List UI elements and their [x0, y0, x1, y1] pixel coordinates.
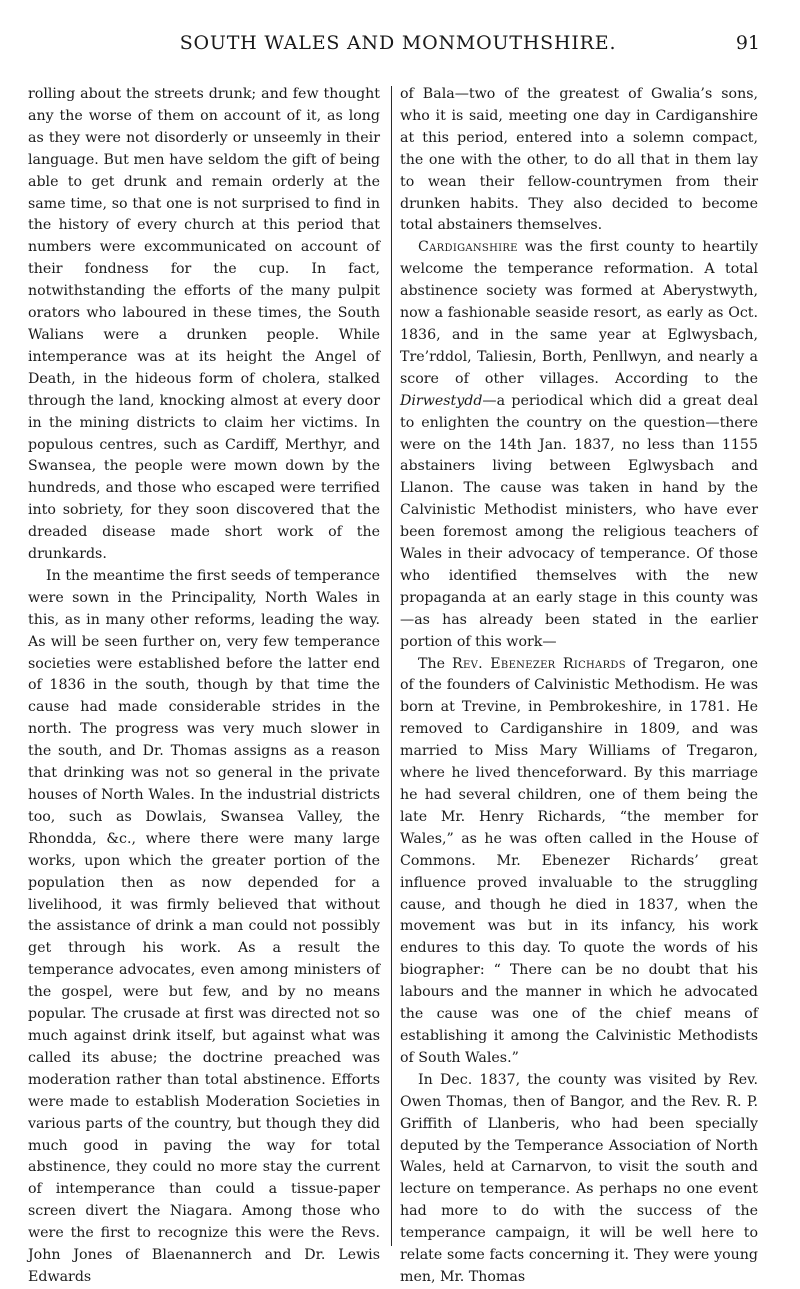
- right-paragraph-3-text-b: of Tregaron, one of the founders of Calvinistic Methodism. He was born at Trevine, in Pembrokeshire, in 1781. He removed to Cardiganshire in 1809, and was married to Miss Mary Williams of Tregaron, where he lived thenceforward. By this marriage he had several children, one of them being the late Mr. Henry Richards, “the member for Wales,” as he was often called in the House of Commons. Mr. Ebenezer Richards’ great influence proved invaluable to the struggling cause, and though he died in 1837, when the movement was but in its infancy, his work endures to this day. To quote the words of his biographer: “ There can be no doubt that his labours and the manner in which he advocated the cause was one of the chief means of establishing it among the Calvinistic Methodists of South Wales.”: [400, 655, 758, 1066]
- right-paragraph-3: [400, 654, 758, 1070]
- column-divider: [391, 86, 392, 1246]
- right-paragraph-3-text-a: The: [418, 655, 453, 672]
- right-column: [400, 84, 758, 1289]
- right-paragraph-4: In Dec. 1837, the county was visited by Rev. Owen Thomas, then of Bangor, and the Rev. R. P. Griffith of Llanberis, who had been specially deputed by the Temperance Association of North Wales, held at Carnarvon, to visit the south and lecture on temperance. As perhaps no one event had more to do with the success of the temperance campaign, it will be well here to relate some facts concerning it. They were young men, Mr. Thomas: [400, 1071, 758, 1285]
- right-paragraph-2-text-a: was the first county to heartily welcome the temperance reformation. A total abstinence society was formed at Aberystwyth, now a fashionable seaside resort, as early as Oct. 1836, and in the same year at Eglwysbach, Tre’rddol, Taliesin, Borth, Penllwyn, and nearly a score of other villages. According to the: [400, 239, 758, 387]
- right-paragraph-2: [400, 237, 758, 653]
- left-column: [28, 84, 380, 1289]
- county-name: Cardiganshire: [418, 239, 518, 256]
- right-paragraph-2-text-b: —a periodical which did a great deal to enlighten the country on the question—there were on the 14th Jan. 1837, no less than 1155 abstainers living between Eglwysbach and Llanon. The cause was taken in hand by the Calvinistic Methodist ministers, who have ever been foremost among the religious teachers of Wales in their advocacy of temperance. Of those who identified themselves with the new propaganda at an early stage in this county was—as has already been stated in the earlier portion of this work—: [400, 392, 758, 650]
- running-title: SOUTH WALES AND MONMOUTHSHIRE.: [179, 32, 617, 54]
- page-header: [36, 24, 760, 64]
- left-paragraph-1: rolling about the streets drunk; and few thought any the worse of them on account of it, as long as they were not disorderly or unseemly in their language. But men have seldom the gift of being able to get drunk and remain orderly at the same time, so that one is not surprised to find in the history of every church at this period that numbers were excommunicated on account of their fondness for the cup. In fact, notwithstanding the efforts of the many pulpit orators who laboured in these times, the South Walians were a drunken people. While intemperance was at its height the Angel of Death, in the hideous form of cholera, stalked through the land, knocking almost at every door in the mining districts to claim her victims. In populous centres, such as Cardiff, Merthyr, and Swansea, the people were mown down by the hundreds, and those who escaped were terrified into sobriety, for they soon discovered that the dreaded disease made short work of the drunkards.: [28, 86, 380, 563]
- right-paragraph-1: of Bala—two of the greatest of Gwalia’s sons, who it is said, meeting one day in Cardiganshire at this period, entered into a solemn compact, the one with the other, to do all that in them lay to wean their fellow-countrymen from their drunken habits. They also decided to become total abstainers themselves.: [400, 86, 758, 234]
- page-number: 91: [735, 32, 760, 54]
- periodical-title: Dirwestydd: [400, 392, 483, 409]
- left-paragraph-2: In the meantime the first seeds of temperance were sown in the Principality, North Wales in this, as in many other reforms, leading the way. As will be seen further on, very few temperance societies were established before the latter end of 1836 in the south, though by that time the cause had made considerable strides in the north. The progress was very much slower in the south, and Dr. Thomas assigns as a reason that drinking was not so general in the private houses of North Wales. In the industrial districts too, such as Dowlais, Swansea Valley, the Rhondda, &c., where there were many large works, upon which the greater portion of the population then as now depended for a livelihood, it was firmly believed that without the assistance of drink a man could not possibly get through his work. As a result the temperance advocates, even among ministers of the gospel, were but few, and by no means popular. The crusade at first was directed not so much against drink itself, but against what was called its abuse; the doctrine preached was moderation rather than total abstinence. Efforts were made to establish Moderation Societies in various parts of the country, but though they did much good in paving the way for total abstinence, they could no more stay the current of intemperance than could a tissue-paper screen divert the Niagara. Among those who were the first to recognize this were the Revs. John Jones of Blaenannerch and Dr. Lewis Edwards: [28, 567, 380, 1285]
- person-name: Rev. Ebenezer Richards: [452, 655, 626, 672]
